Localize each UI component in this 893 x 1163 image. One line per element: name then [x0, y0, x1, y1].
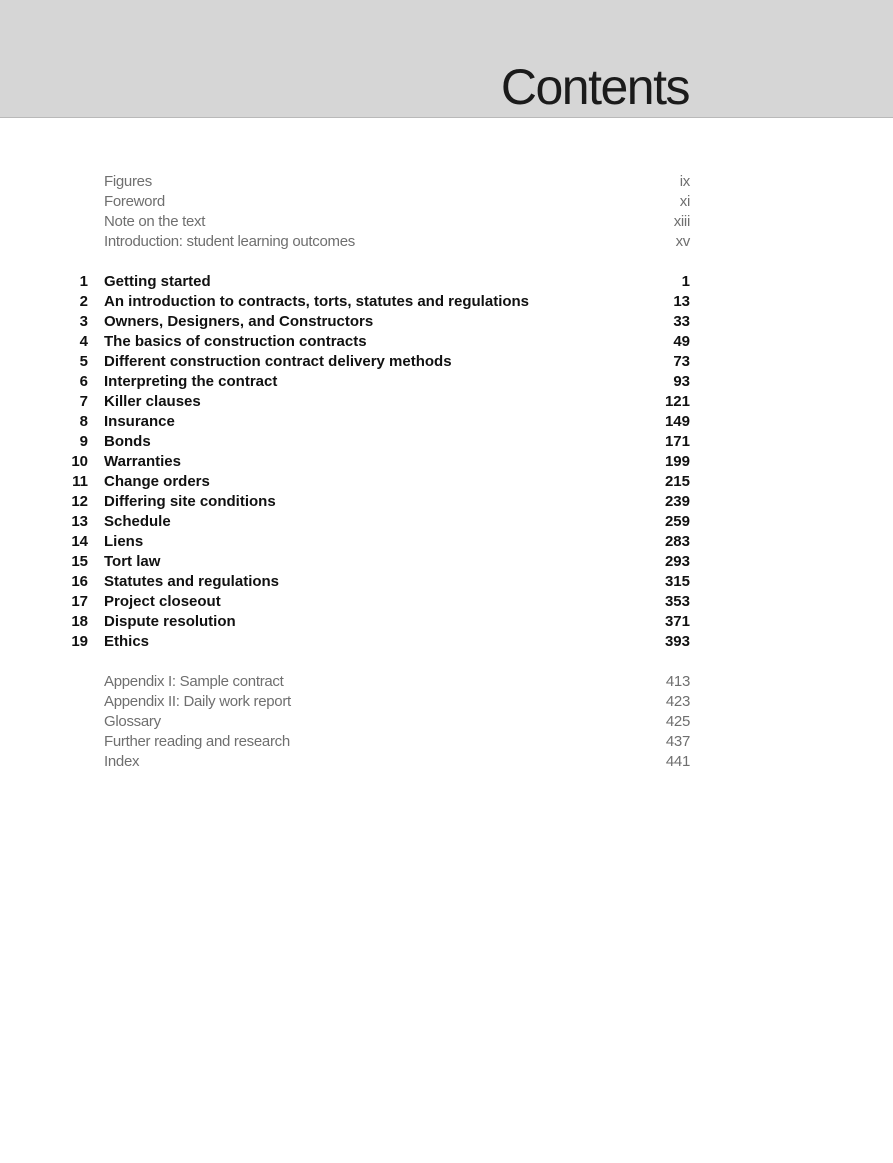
page-number: 413: [665, 673, 690, 690]
chapter-entry[interactable]: [0, 532, 893, 552]
page-number: 259: [664, 513, 690, 530]
back-matter-entry[interactable]: [0, 672, 893, 692]
back-matter-entry[interactable]: [0, 752, 893, 772]
page-number: 371: [664, 613, 690, 630]
entry-title: Differing site conditions: [104, 493, 276, 510]
chapter-entry[interactable]: [0, 632, 893, 652]
chapter-number: 3: [79, 313, 88, 330]
back-matter-entry[interactable]: [0, 712, 893, 732]
front-matter-list: [0, 172, 893, 252]
entry-title: Getting started: [104, 273, 211, 290]
page-number: xiii: [673, 213, 690, 230]
page-number: 121: [664, 393, 690, 410]
page-number: 171: [664, 433, 690, 450]
page-number: 1: [681, 273, 690, 290]
page-number: 315: [664, 573, 690, 590]
entry-title: The basics of construction contracts: [104, 333, 367, 350]
page-number: 425: [665, 713, 690, 730]
chapter-entry[interactable]: [0, 512, 893, 532]
entry-title: Introduction: student learning outcomes: [104, 233, 355, 250]
entry-title: Different construction contract delivery methods: [104, 353, 452, 370]
table-of-contents: [0, 172, 893, 772]
chapter-number: 11: [72, 473, 88, 490]
entry-title: Interpreting the contract: [104, 373, 278, 390]
chapter-entry[interactable]: [0, 552, 893, 572]
page-number: 441: [665, 753, 690, 770]
chapter-number: 19: [71, 633, 88, 650]
page-number: 73: [673, 353, 690, 370]
chapter-number: 13: [71, 513, 88, 530]
page-number: 239: [664, 493, 690, 510]
page-number: xi: [679, 193, 690, 210]
chapter-number: 18: [71, 613, 88, 630]
entry-title: An introduction to contracts, torts, statutes and regulations: [104, 293, 530, 310]
chapter-number: 7: [79, 393, 88, 410]
chapter-number: 16: [71, 573, 88, 590]
front-matter-entry[interactable]: [0, 172, 893, 192]
entry-title: Statutes and regulations: [104, 573, 280, 590]
chapter-number: 9: [79, 433, 88, 450]
chapter-entry[interactable]: [0, 592, 893, 612]
entry-title: Change orders: [104, 473, 210, 490]
chapter-number: 2: [79, 293, 88, 310]
entry-title: Insurance: [104, 413, 175, 430]
chapter-number: 15: [71, 553, 88, 570]
chapter-number: 6: [79, 373, 88, 390]
chapter-entry[interactable]: [0, 292, 893, 312]
chapter-entry[interactable]: [0, 352, 893, 372]
entry-title: Tort law: [104, 553, 161, 570]
chapter-number: 10: [71, 453, 88, 470]
front-matter-entry[interactable]: [0, 232, 893, 252]
page-number: 33: [673, 313, 690, 330]
page-number: 215: [664, 473, 690, 490]
chapter-entry[interactable]: [0, 452, 893, 472]
chapter-entry[interactable]: [0, 272, 893, 292]
page-number: 353: [664, 593, 690, 610]
entry-title: Bonds: [104, 433, 151, 450]
chapter-entry[interactable]: [0, 412, 893, 432]
page-number: xv: [675, 233, 690, 250]
chapter-entry[interactable]: [0, 392, 893, 412]
page-number: 293: [664, 553, 690, 570]
entry-title: Appendix II: Daily work report: [104, 693, 291, 710]
page-number: 49: [673, 333, 690, 350]
chapter-number: 4: [79, 333, 88, 350]
entry-title: Owners, Designers, and Constructors: [104, 313, 374, 330]
entry-title: Foreword: [104, 193, 165, 210]
chapter-entry[interactable]: [0, 472, 893, 492]
entry-title: Appendix I: Sample contract: [104, 673, 284, 690]
chapter-entry[interactable]: [0, 332, 893, 352]
back-matter-entry[interactable]: [0, 692, 893, 712]
entry-title: Index: [104, 753, 140, 770]
entry-title: Ethics: [104, 633, 150, 650]
entry-title: Figures: [104, 173, 152, 190]
page-title: Contents: [500, 59, 689, 115]
chapter-number: 12: [71, 493, 88, 510]
page-number: 149: [664, 413, 690, 430]
entry-title: Warranties: [104, 453, 181, 470]
chapter-entry[interactable]: [0, 372, 893, 392]
back-matter-entry[interactable]: [0, 732, 893, 752]
chapter-entry[interactable]: [0, 312, 893, 332]
page-number: 423: [665, 693, 690, 710]
chapter-entry[interactable]: [0, 572, 893, 592]
chapter-entry[interactable]: [0, 432, 893, 452]
entry-title: Project closeout: [104, 593, 221, 610]
header-band: [0, 0, 893, 118]
entry-title: Dispute resolution: [104, 613, 236, 630]
page-number: 393: [664, 633, 690, 650]
page-number: 13: [673, 293, 690, 310]
chapter-number: 17: [71, 593, 88, 610]
entry-title: Glossary: [104, 713, 161, 730]
page-number: ix: [679, 173, 690, 190]
chapter-number: 8: [79, 413, 88, 430]
chapter-number: 5: [79, 353, 88, 370]
entry-title: Further reading and research: [104, 733, 290, 750]
page-number: 199: [664, 453, 690, 470]
chapter-number: 14: [71, 533, 88, 550]
page-number: 437: [665, 733, 690, 750]
chapter-list: [0, 272, 893, 652]
front-matter-entry[interactable]: [0, 212, 893, 232]
chapter-number: 1: [79, 273, 88, 290]
front-matter-entry[interactable]: [0, 192, 893, 212]
entry-title: Killer clauses: [104, 393, 201, 410]
entry-title: Schedule: [104, 513, 171, 530]
entry-title: Note on the text: [104, 213, 206, 230]
chapter-entry[interactable]: [0, 492, 893, 512]
page-number: 283: [664, 533, 690, 550]
page-number: 93: [673, 373, 690, 390]
entry-title: Liens: [104, 533, 144, 550]
back-matter-list: [0, 672, 893, 772]
chapter-entry[interactable]: [0, 612, 893, 632]
